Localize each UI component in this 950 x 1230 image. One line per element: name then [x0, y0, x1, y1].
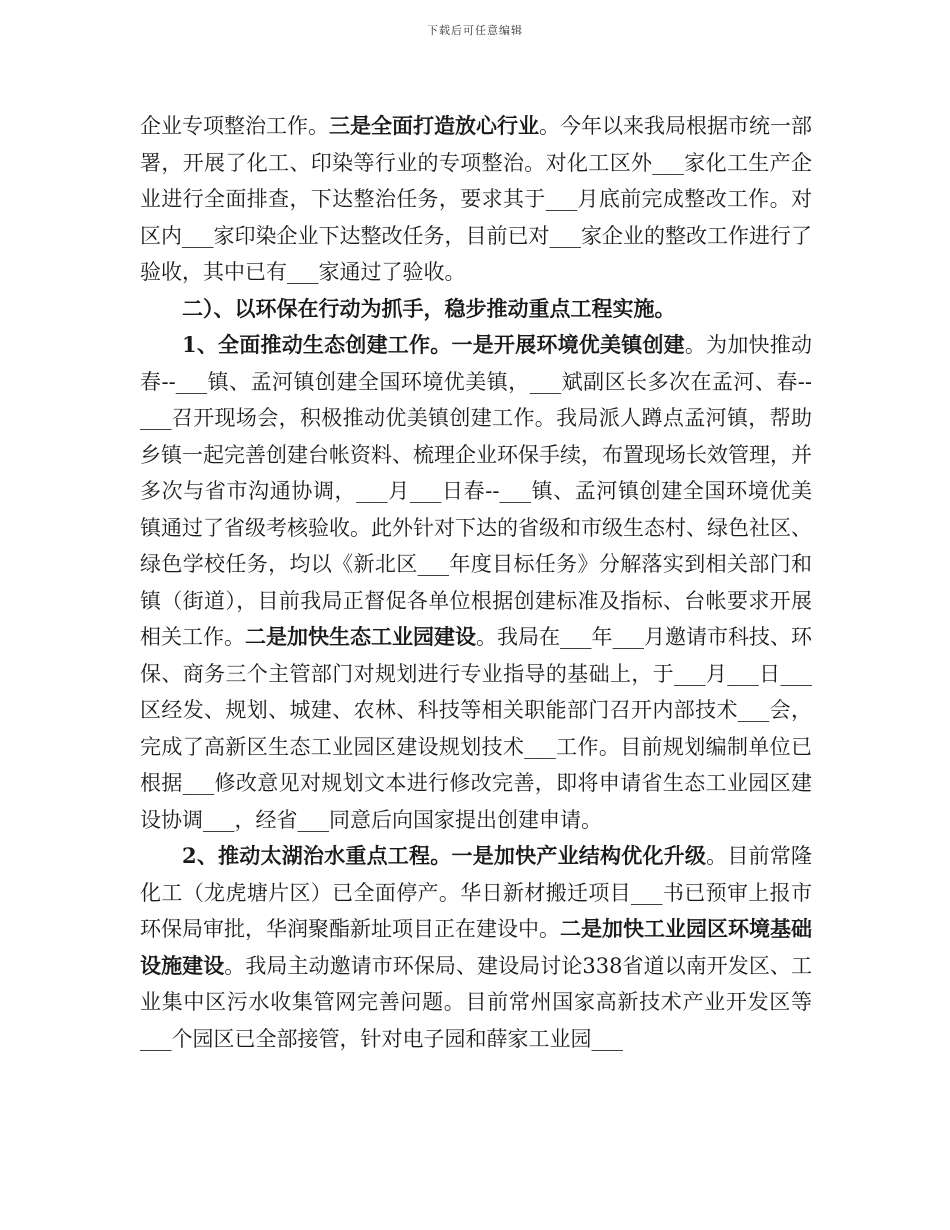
paragraph-3 [140, 327, 812, 838]
bold-heading: 1、全面推动生态创建工作。一是开展环境优美镇创建 [182, 332, 685, 357]
text-segment: 。为加快推动春--___镇、孟河镇创建全国环境优美镇，___斌副区长多次在孟河、春--___召开现场会，积极推动优美镇创建工作。我局派人蹲点孟河镇，帮助乡镇一起完善创建台帐资料、梳理企业环保手续，布置现场长效管理，并多次与省市沟通协调，___月___日春--___镇、孟河镇创建全国环境优美镇通过了省级考核验收。此外针对下达的省级和市级生态村、绿色社区、绿色学校任务，均以《新北区___年度目标任务》分解落实到相关部门和镇（街道），目前我局正督促各单位根据创建标准及指标、台帐要求开展相关工作。 [140, 333, 812, 649]
bold-heading: 二）、以环保在行动为抓手，稳步推动重点工程实施。 [182, 295, 676, 321]
bold-heading: 2、推动太湖治水重点工程。一是加快产业结构优化升级 [182, 843, 707, 868]
paragraph-1 [140, 108, 812, 291]
document-body [140, 108, 812, 1057]
text-segment: 。我局在___年___月邀请市科技、环保、商务三个主管部门对规划进行专业指导的基础上，于___月___日___区经发、规划、城建、农林、科技等相关职能部门召开内部技术___会，完成了高新区生态工业园区建设规划技术___工作。目前规划编制单位已根据___修改意见对规划文本进行修改完善，即将申请省生态工业园区建设协调___，经省___同意后向国家提出创建申请。 [140, 625, 812, 832]
bold-heading: 三是全面打造放心行业 [329, 113, 539, 138]
text-segment: 。我局主动邀请市环保局、建设局讨论338省道以南开发区、工业集中区污水收集管网完善问题。目前常州国家高新技术产业开发区等___个园区已全部接管，针对电子园和薛家工业园___ [140, 953, 812, 1051]
bold-heading: 二是加快生态工业园建设 [245, 624, 476, 649]
text-segment: 。今年以来我局根据市统一部署，开展了化工、印染等行业的专项整治。对化工区外___家化工生产企业进行全面排查，下达整治任务，要求其于___月底前完成整改工作。对区内___家印染企业下达整改任务，目前已对___家企业的整改工作进行了验收，其中已有___家通过了验收。 [140, 114, 812, 284]
section-heading [140, 291, 812, 328]
paragraph-4 [140, 838, 812, 1057]
text-segment: 企业专项整治工作。 [140, 114, 329, 138]
bold-heading: 二是加快工业园区环境基础设施建设 [140, 916, 812, 978]
page-header: 下载后可任意编辑 [427, 24, 523, 37]
text-segment: 。目前常隆化工（龙虎塘片区）已全面停产。华日新材搬迁项目___书已预审上报市环保局审批，华润聚酯新址项目正在建设中。 [140, 844, 812, 941]
